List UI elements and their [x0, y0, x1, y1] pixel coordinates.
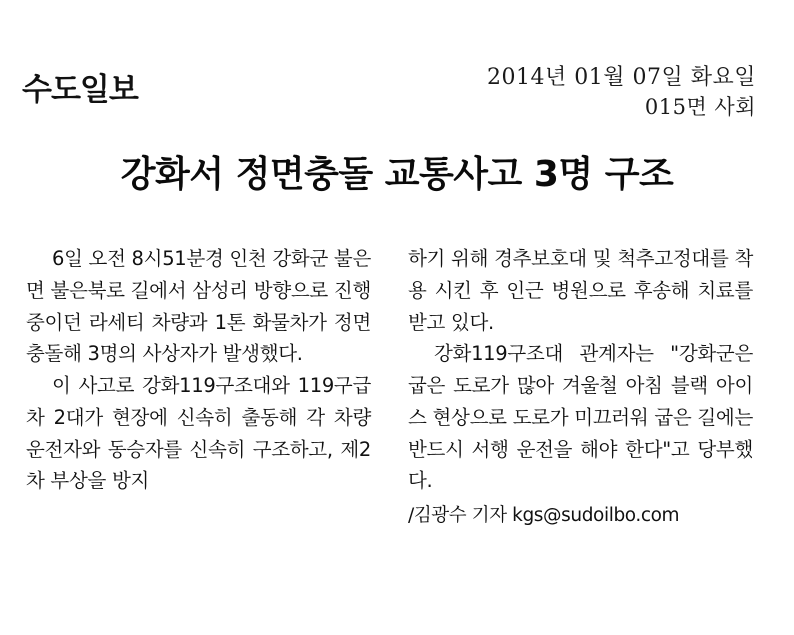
paragraph: 강화119구조대 관계자는 "강화군은 굽은 도로가 많아 겨울철 아침 블랙 아이스 현상으로 도로가 미끄러워 굽은 길에는 반드시 서행 운전을 해야 한다"고 당부했다. [408, 342, 753, 493]
article-body [0, 243, 794, 603]
newspaper-title: 수도일보 [22, 72, 138, 108]
masthead [0, 62, 794, 124]
issue-info [487, 62, 756, 123]
paragraph: 하기 위해 경추보호대 및 척추고정대를 착용 시킨 후 인근 병원으로 후송해 치료를 받고 있다. [408, 247, 753, 334]
body-column-right [408, 243, 753, 550]
paragraph: 6일 오전 8시51분경 인천 강화군 불은면 불은북로 길에서 삼성리 방향으로 진행중이던 라세티 차량과 1톤 화물차가 정면충돌해 3명의 사상자가 발생했다. [26, 247, 371, 366]
article-headline: 강화서 정면충돌 교통사고 3명 구조 [120, 154, 674, 195]
body-column-left [26, 243, 371, 497]
page-section: 015면 사회 [644, 95, 756, 120]
paragraph: 이 사고로 강화119구조대와 119구급차 2대가 현장에 신속히 출동해 각 차량 운전자와 동승자를 신속히 구조하고, 제2차 부상을 방지 [26, 374, 371, 493]
issue-date: 2014년 01월 07일 화요일 [487, 65, 756, 90]
article-byline: /김광수 기자 kgs@sudoilbo.com [408, 505, 680, 527]
